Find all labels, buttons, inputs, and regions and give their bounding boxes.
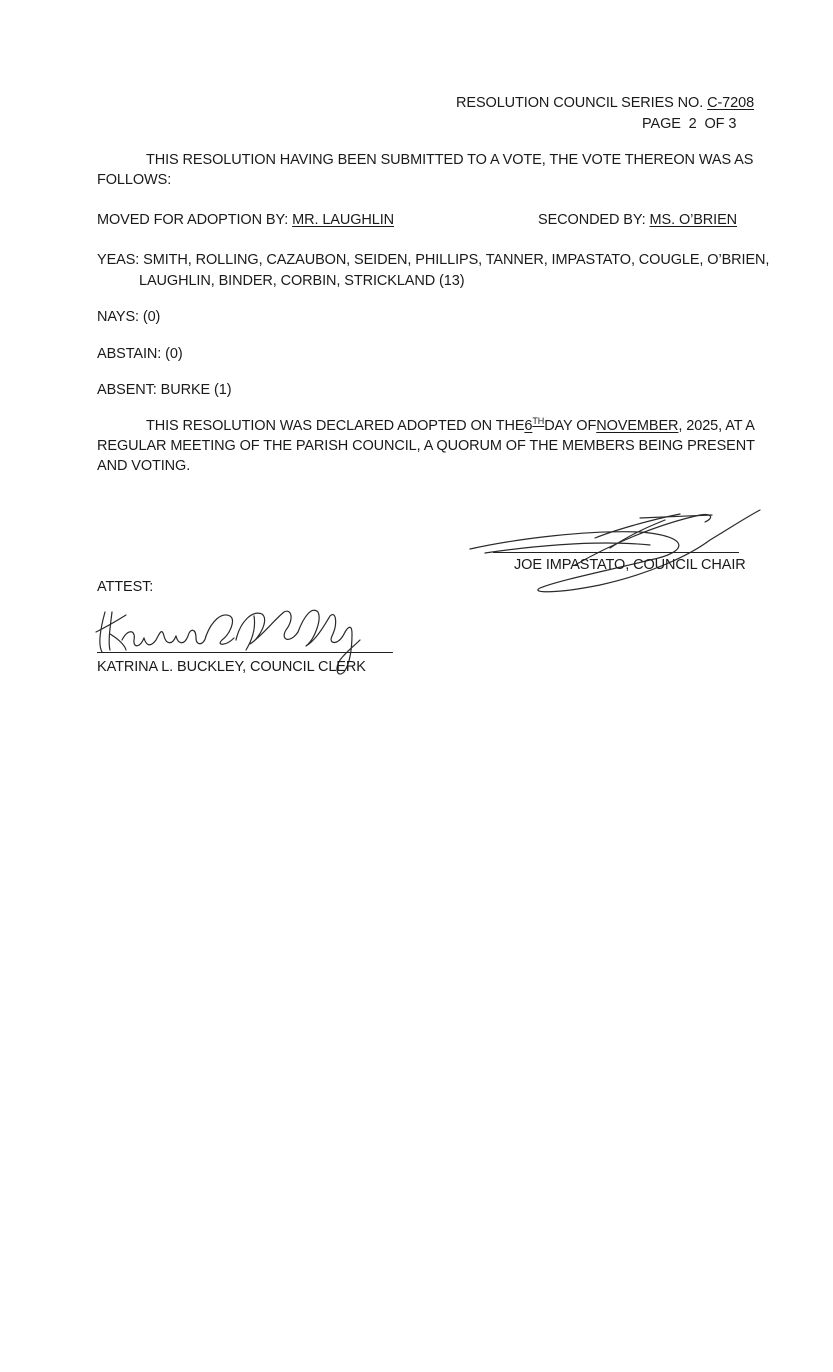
adoption-line-2: REGULAR MEETING OF THE PARISH COUNCIL, A QUORUM OF THE MEMBERS BEING PRESENT: [97, 438, 755, 454]
adoption-line-1: [146, 416, 755, 436]
adoption-line-3: AND VOTING.: [97, 458, 191, 474]
clerk-signature-line: [97, 652, 393, 653]
adoption-mid: DAY OF: [544, 418, 597, 434]
moved-by-name: MR. LAUGHLIN: [292, 212, 395, 228]
seconded-label: SECONDED BY:: [538, 212, 646, 228]
moved-label: MOVED FOR ADOPTION BY:: [97, 212, 289, 228]
clerk-name: KATRINA L. BUCKLEY, COUNCIL CLERK: [97, 659, 366, 675]
adoption-post: , 2025, AT A: [678, 418, 755, 434]
chair-signature-line: [493, 552, 739, 553]
adoption-pre: THIS RESOLUTION WAS DECLARED ADOPTED ON THE: [146, 418, 525, 434]
yeas-line-2: LAUGHLIN, BINDER, CORBIN, STRICKLAND (13): [139, 273, 465, 289]
adoption-day-suffix: TH: [532, 416, 545, 427]
seconded-by: [538, 210, 737, 230]
adoption-day: [524, 416, 544, 436]
seconded-by-name: MS. O’BRIEN: [649, 212, 738, 228]
adoption-month-year: [596, 416, 755, 436]
abstain-line: ABSTAIN: (0): [97, 346, 183, 362]
moved-for-adoption: [97, 210, 394, 230]
series-number: C-7208: [707, 95, 755, 111]
series-prefix: RESOLUTION COUNCIL SERIES NO.: [456, 95, 704, 111]
intro-line-1: THIS RESOLUTION HAVING BEEN SUBMITTED TO A VOTE, THE VOTE THEREON WAS AS: [146, 152, 754, 168]
adoption-day-number: 6: [524, 418, 533, 434]
adoption-month: NOVEMBER: [596, 418, 679, 434]
page-number: PAGE 2 OF 3: [642, 116, 737, 132]
nays-line: NAYS: (0): [97, 309, 161, 325]
intro-line-2: FOLLOWS:: [97, 172, 172, 188]
series-number-line: [456, 93, 754, 113]
absent-line: ABSENT: BURKE (1): [97, 382, 232, 398]
chair-name: JOE IMPASTATO, COUNCIL CHAIR: [514, 557, 746, 573]
yeas-line-1: YEAS: SMITH, ROLLING, CAZAUBON, SEIDEN, PHILLIPS, TANNER, IMPASTATO, COUGLE, O’BRIEN,: [97, 252, 770, 268]
attest-label: ATTEST:: [97, 579, 154, 595]
